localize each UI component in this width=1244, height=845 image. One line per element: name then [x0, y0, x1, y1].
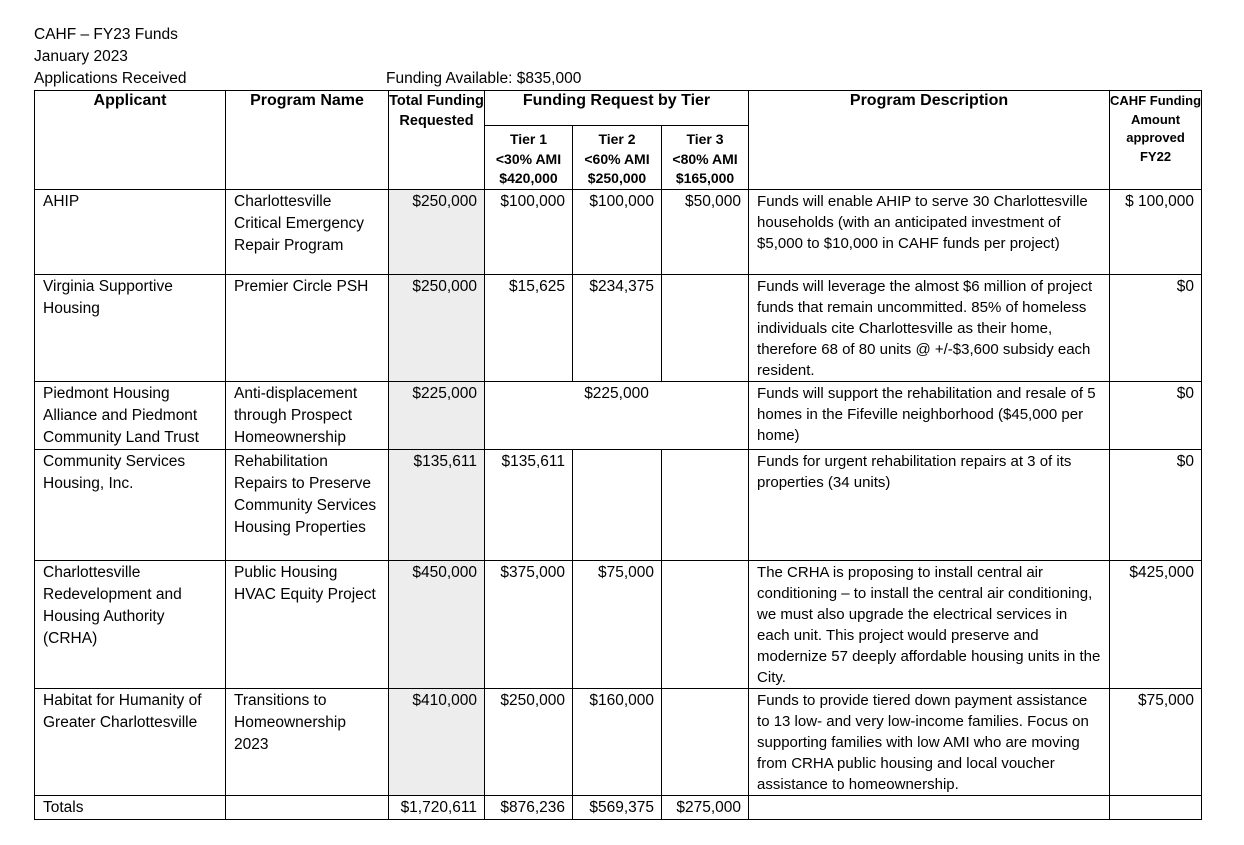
funding-available: Funding Available: $835,000 [386, 70, 582, 87]
program-cell: Rehabilitation Repairs to Preserve Community Services Housing Properties [226, 450, 389, 561]
program-cell: Transitions to Homeownership 2023 [226, 689, 389, 796]
tier2-cell: $234,375 [573, 275, 662, 382]
program-cell: Anti-displacement through Prospect Homeownership [226, 382, 389, 450]
tier3-cell [662, 689, 749, 796]
description-cell: Funds will leverage the almost $6 million of project funds that remain uncommitted. 85% of homeless individuals cite Charlottesville as their home, therefore 68 of 80 units @ +/-$3,600 subsidy each resident. [749, 275, 1110, 382]
tier2-amount: $250,000 [587, 170, 647, 186]
col-program-header: Program Name [226, 91, 389, 190]
table-row [35, 275, 1202, 382]
tier2-name: Tier 2 [598, 131, 636, 147]
applicant-cell: Habitat for Humanity of Greater Charlottesville [35, 689, 226, 796]
tier3-ami: <80% AMI [672, 150, 738, 167]
description-cell: Funds will enable AHIP to serve 30 Charlottesville households (with an anticipated investment of $5,000 to $10,000 in CAHF funds per project) [749, 190, 1110, 275]
totals-row [35, 796, 1202, 820]
cahf-cell: $0 [1110, 382, 1202, 450]
table-row [35, 382, 1202, 450]
header-row-1 [35, 91, 1202, 126]
tier2-ami: <60% AMI [584, 150, 650, 167]
description-cell: Funds for urgent rehabilitation repairs at 3 of its properties (34 units) [749, 450, 1110, 561]
report-subtitle: Applications Received [34, 70, 187, 87]
totals-program-empty [226, 796, 389, 820]
tier2-cell: $160,000 [573, 689, 662, 796]
tier1-cell: $100,000 [485, 190, 573, 275]
table-row [35, 689, 1202, 796]
cahf-cell: $425,000 [1110, 561, 1202, 689]
cahf-cell: $ 100,000 [1110, 190, 1202, 275]
program-cell: Public Housing HVAC Equity Project [226, 561, 389, 689]
total-cell: $225,000 [389, 382, 485, 450]
tier1-cell: $250,000 [485, 689, 573, 796]
report-date: January 2023 [34, 48, 128, 65]
totals-total-cell: $1,720,611 [389, 796, 485, 820]
tier-merged-cell: $225,000 [485, 382, 749, 450]
col-description-header: Program Description [749, 91, 1110, 190]
program-cell: Premier Circle PSH [226, 275, 389, 382]
description-cell: Funds to provide tiered down payment assistance to 13 low- and very low-income families. Focus on supporting families with low AMI who are moving from CRHA public housing and local voucher assistance to homeownership. [749, 689, 1110, 796]
col-tier1-header [485, 126, 573, 190]
tier3-cell [662, 450, 749, 561]
tier3-amount: $165,000 [675, 170, 735, 186]
description-cell: The CRHA is proposing to install central air conditioning – to install the central air conditioning, we must also upgrade the electrical services in each unit. This project would preserve and modernize 57 deeply affordable housing units in the City. [749, 561, 1110, 689]
applications-table [34, 90, 1202, 820]
tier3-cell [662, 275, 749, 382]
tier1-cell: $15,625 [485, 275, 573, 382]
col-total-header: Total Funding Requested [389, 91, 485, 190]
table-row [35, 190, 1202, 275]
totals-description-empty [749, 796, 1110, 820]
description-cell: Funds will support the rehabilitation and resale of 5 homes in the Fifeville neighborhood ($45,000 per home) [749, 382, 1110, 450]
totals-label: Totals [35, 796, 226, 820]
tier3-name: Tier 3 [686, 131, 724, 147]
totals-cahf-empty [1110, 796, 1202, 820]
cahf-cell: $0 [1110, 275, 1202, 382]
applicant-cell: Charlottesville Redevelopment and Housing Authority (CRHA) [35, 561, 226, 689]
tier1-amount: $420,000 [499, 170, 558, 186]
report-title: CAHF – FY23 Funds [34, 26, 178, 43]
col-tier3-header [662, 126, 749, 190]
tier1-name: Tier 1 [509, 131, 548, 147]
col-cahf-header: CAHF Funding Amount approved FY22 [1110, 91, 1202, 190]
tier1-cell: $135,611 [485, 450, 573, 561]
table-row [35, 561, 1202, 689]
total-cell: $250,000 [389, 190, 485, 275]
applicant-cell: Virginia Supportive Housing [35, 275, 226, 382]
applicant-cell: Community Services Housing, Inc. [35, 450, 226, 561]
tier2-cell: $75,000 [573, 561, 662, 689]
total-cell: $450,000 [389, 561, 485, 689]
col-tier-group-header: Funding Request by Tier [485, 91, 749, 126]
col-tier2-header [573, 126, 662, 190]
applicant-cell: Piedmont Housing Alliance and Piedmont Community Land Trust [35, 382, 226, 450]
tier3-cell: $50,000 [662, 190, 749, 275]
applicant-cell: AHIP [35, 190, 226, 275]
totals-tier1-cell: $876,236 [485, 796, 573, 820]
tier2-cell [573, 450, 662, 561]
col-applicant-header: Applicant [35, 91, 226, 190]
table-row [35, 450, 1202, 561]
totals-tier2-cell: $569,375 [573, 796, 662, 820]
tier1-ami: <30% AMI [495, 150, 562, 167]
total-cell: $410,000 [389, 689, 485, 796]
totals-tier3-cell: $275,000 [662, 796, 749, 820]
total-cell: $135,611 [389, 450, 485, 561]
total-cell: $250,000 [389, 275, 485, 382]
tier3-cell [662, 561, 749, 689]
cahf-cell: $75,000 [1110, 689, 1202, 796]
tier1-cell: $375,000 [485, 561, 573, 689]
program-cell: Charlottesville Critical Emergency Repair Program [226, 190, 389, 275]
tier2-cell: $100,000 [573, 190, 662, 275]
cahf-cell: $0 [1110, 450, 1202, 561]
